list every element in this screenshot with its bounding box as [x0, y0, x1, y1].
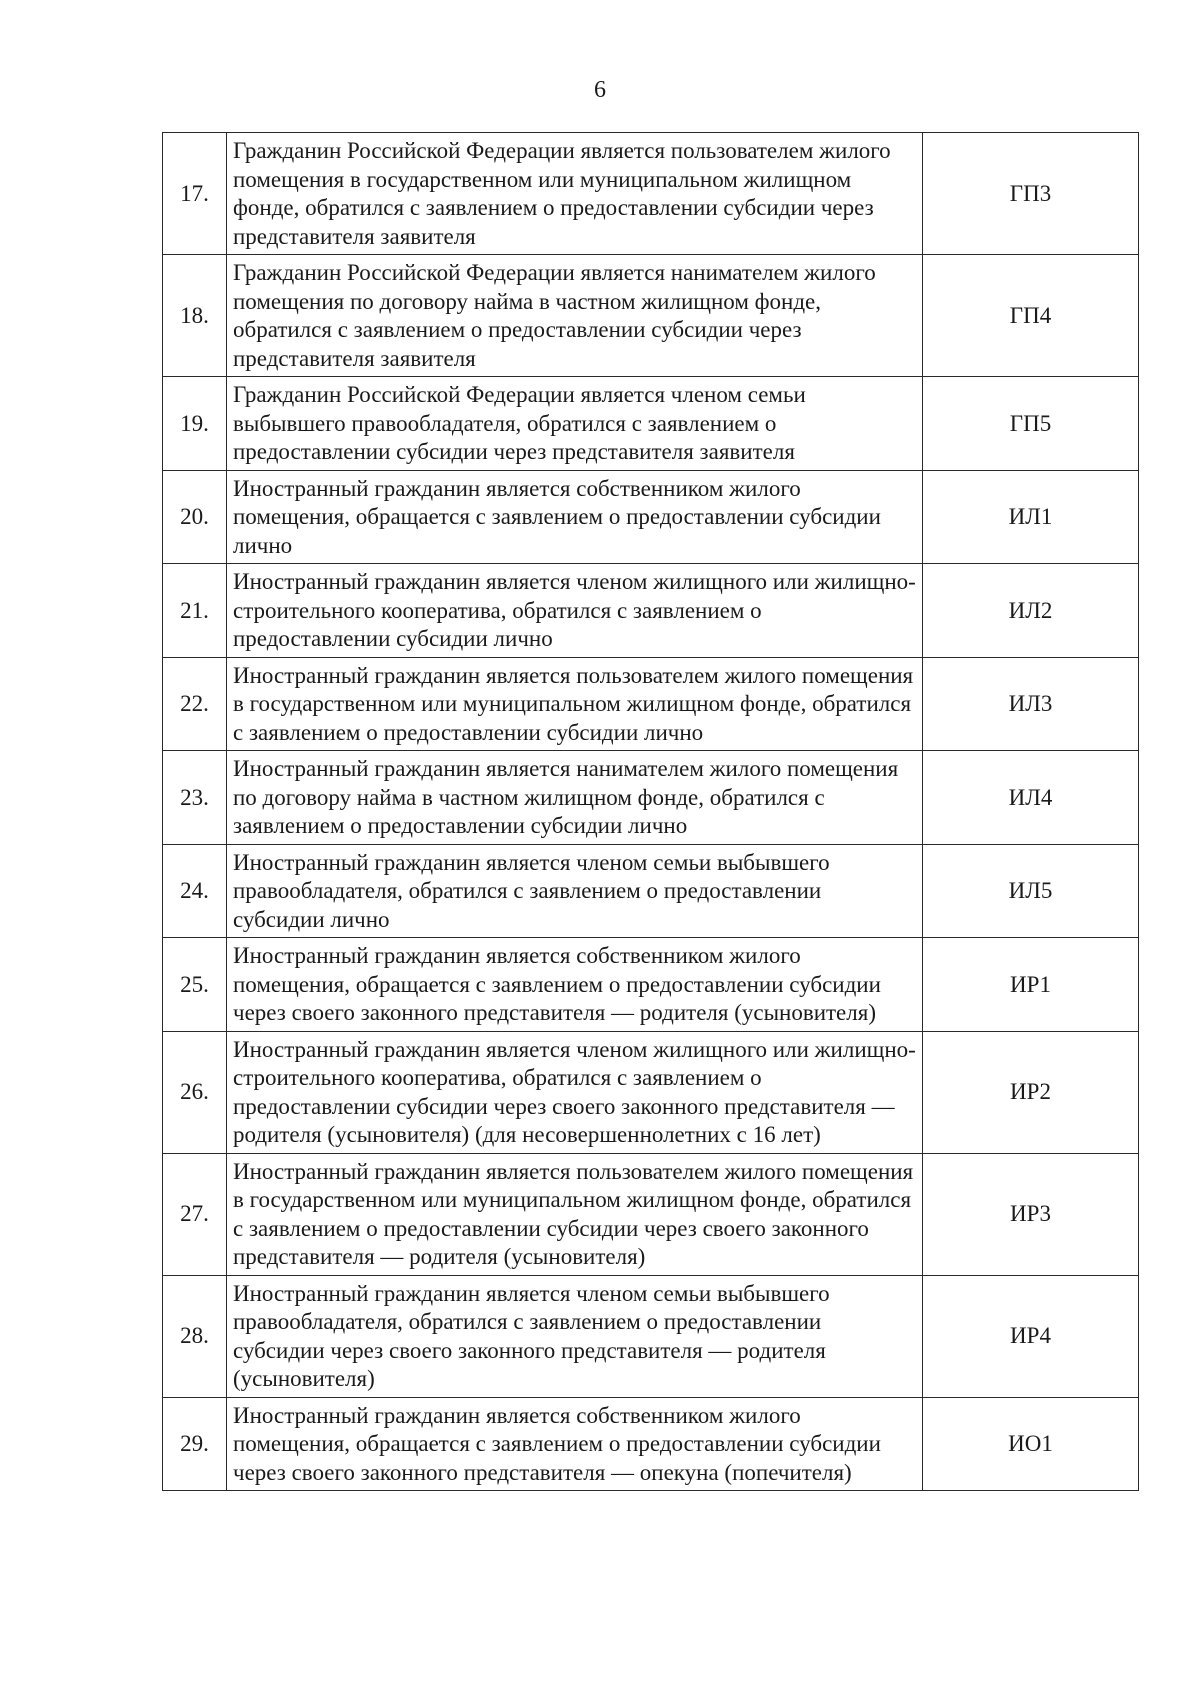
row-description: Иностранный гражданин является членом жилищного или жилищно-строительного кооператива, обратился с заявлением о предоставлении субсидии через своего законного представителя — родителя (усыновителя) (для несовершеннолетних с 16 лет) — [227, 1031, 923, 1153]
table-row — [163, 1275, 1139, 1397]
row-description: Гражданин Российской Федерации является членом семьи выбывшего правообладателя, обратился с заявлением о предоставлении субсидии через представителя заявителя — [227, 377, 923, 471]
page-number: 6 — [594, 77, 606, 103]
row-number: 26. — [163, 1031, 227, 1153]
row-number: 23. — [163, 751, 227, 845]
row-code: ИЛ2 — [923, 564, 1139, 658]
row-number: 24. — [163, 844, 227, 938]
table-row — [163, 844, 1139, 938]
row-number: 29. — [163, 1397, 227, 1491]
row-number: 20. — [163, 470, 227, 564]
row-description: Иностранный гражданин является нанимателем жилого помещения по договору найма в частном жилищном фонде, обратился с заявлением о предоставлении субсидии лично — [227, 751, 923, 845]
table-row — [163, 377, 1139, 471]
document-table — [162, 132, 1139, 1491]
row-code: ИР1 — [923, 938, 1139, 1032]
row-code: ИР3 — [923, 1153, 1139, 1275]
row-code: ГП3 — [923, 133, 1139, 255]
row-code: ИЛ5 — [923, 844, 1139, 938]
table-row — [163, 1397, 1139, 1491]
row-number: 18. — [163, 255, 227, 377]
row-code: ГП4 — [923, 255, 1139, 377]
table-row — [163, 564, 1139, 658]
table-row — [163, 470, 1139, 564]
row-code: ИО1 — [923, 1397, 1139, 1491]
row-number: 28. — [163, 1275, 227, 1397]
row-number: 17. — [163, 133, 227, 255]
table-row — [163, 938, 1139, 1032]
row-number: 19. — [163, 377, 227, 471]
row-description: Иностранный гражданин является пользователем жилого помещения в государственном или муниципальном жилищном фонде, обратился с заявлением о предоставлении субсидии через своего законного представителя — родителя (усыновителя) — [227, 1153, 923, 1275]
row-number: 21. — [163, 564, 227, 658]
row-code: ИЛ3 — [923, 657, 1139, 751]
row-number: 22. — [163, 657, 227, 751]
table-row — [163, 657, 1139, 751]
row-description: Иностранный гражданин является собственником жилого помещения, обращается с заявлением о предоставлении субсидии через своего законного представителя — опекуна (попечителя) — [227, 1397, 923, 1491]
row-description: Иностранный гражданин является пользователем жилого помещения в государственном или муниципальном жилищном фонде, обратился с заявлением о предоставлении субсидии лично — [227, 657, 923, 751]
row-description: Иностранный гражданин является членом семьи выбывшего правообладателя, обратился с заявлением о предоставлении субсидии через своего законного представителя — родителя (усыновителя) — [227, 1275, 923, 1397]
row-description: Иностранный гражданин является собственником жилого помещения, обращается с заявлением о предоставлении субсидии через своего законного представителя — родителя (усыновителя) — [227, 938, 923, 1032]
row-description: Гражданин Российской Федерации является пользователем жилого помещения в государственном или муниципальном жилищном фонде, обратился с заявлением о предоставлении субсидии через представителя заявителя — [227, 133, 923, 255]
table-row — [163, 1153, 1139, 1275]
table-row — [163, 255, 1139, 377]
row-code: ИЛ4 — [923, 751, 1139, 845]
table-row — [163, 1031, 1139, 1153]
row-number: 25. — [163, 938, 227, 1032]
row-code: ГП5 — [923, 377, 1139, 471]
row-code: ИР4 — [923, 1275, 1139, 1397]
row-description: Гражданин Российской Федерации является нанимателем жилого помещения по договору найма в частном жилищном фонде, обратился с заявлением о предоставлении субсидии через представителя заявителя — [227, 255, 923, 377]
row-code: ИЛ1 — [923, 470, 1139, 564]
table-row — [163, 133, 1139, 255]
row-number: 27. — [163, 1153, 227, 1275]
row-description: Иностранный гражданин является членом жилищного или жилищно-строительного кооператива, обратился с заявлением о предоставлении субсидии лично — [227, 564, 923, 658]
row-description: Иностранный гражданин является собственником жилого помещения, обращается с заявлением о предоставлении субсидии лично — [227, 470, 923, 564]
row-code: ИР2 — [923, 1031, 1139, 1153]
table-row — [163, 751, 1139, 845]
row-description: Иностранный гражданин является членом семьи выбывшего правообладателя, обратился с заявлением о предоставлении субсидии лично — [227, 844, 923, 938]
